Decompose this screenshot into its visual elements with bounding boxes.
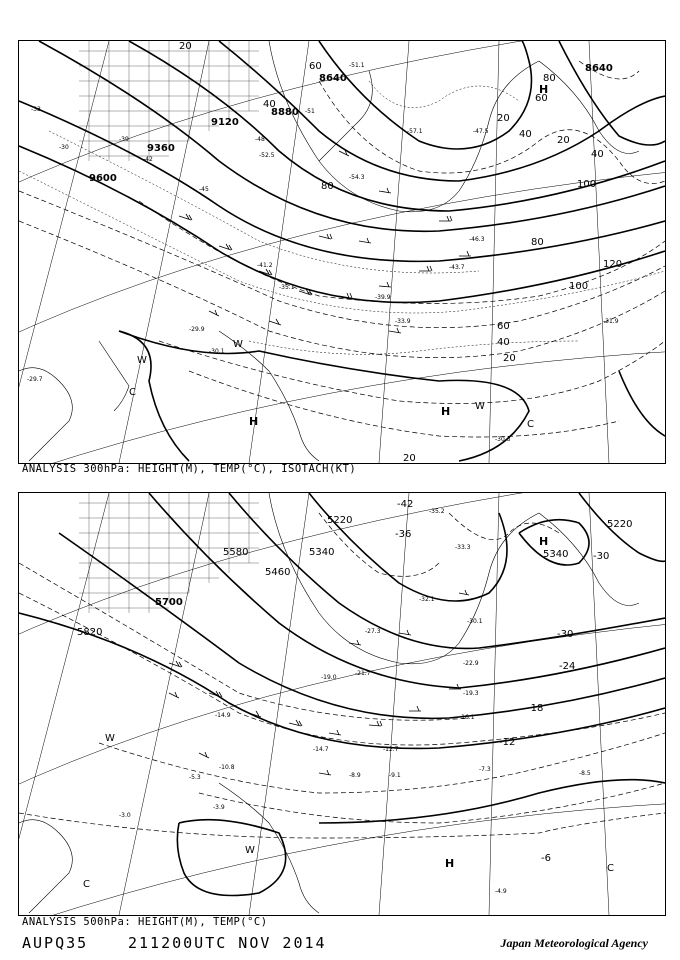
height-label: 8640 bbox=[319, 73, 347, 84]
isotach-label: 80 bbox=[543, 73, 556, 84]
high-pressure-symbol: H bbox=[539, 83, 549, 96]
isotherm-label: -18 bbox=[527, 703, 544, 714]
temp-label: -3.0 bbox=[119, 812, 131, 819]
temp-label: -3.9 bbox=[213, 804, 225, 811]
temp-label: -47.5 bbox=[473, 128, 489, 135]
temp-label: -39 bbox=[119, 136, 129, 143]
map-300hpa-canvas bbox=[19, 41, 665, 463]
temp-label: -9.1 bbox=[389, 772, 401, 779]
temp-label: -41.2 bbox=[257, 262, 273, 269]
temp-label: -51.1 bbox=[349, 62, 365, 69]
height-label: 5340 bbox=[309, 547, 335, 558]
temp-label: -43.7 bbox=[449, 264, 465, 271]
temp-label: -52.5 bbox=[259, 152, 275, 159]
valid-time: 211200UTC NOV 2014 bbox=[128, 934, 327, 952]
temp-label: -19.0 bbox=[321, 674, 337, 681]
caption-500hpa: ANALYSIS 500hPa: HEIGHT(M), TEMP(°C) bbox=[22, 916, 268, 928]
isotach-label: 60 bbox=[535, 93, 548, 104]
isotherm-label: -30 bbox=[557, 629, 574, 640]
wind-barbs bbox=[179, 150, 471, 333]
warm-marker: W bbox=[105, 733, 115, 744]
isotach-label: 60 bbox=[497, 321, 510, 332]
isotachs bbox=[19, 61, 665, 437]
height-label: 5460 bbox=[265, 567, 291, 578]
temp-label: -48 bbox=[255, 136, 265, 143]
isotach-label: 80 bbox=[531, 237, 544, 248]
isotach-label: 40 bbox=[497, 337, 510, 348]
warm-marker: W bbox=[233, 339, 243, 350]
temp-label: -19.3 bbox=[463, 690, 479, 697]
height-labels bbox=[77, 515, 632, 638]
isotach-label: 100 bbox=[577, 179, 597, 190]
isotach-label: 20 bbox=[557, 135, 570, 146]
warm-marker: W bbox=[137, 355, 147, 366]
isotherm-label: -30 bbox=[593, 551, 610, 562]
temp-label: -57.1 bbox=[407, 128, 423, 135]
temp-label: -31.9 bbox=[603, 318, 619, 325]
temp-label: -42 bbox=[143, 156, 153, 163]
isotherm-label: -24 bbox=[559, 661, 576, 672]
isotach-label: 20 bbox=[179, 41, 192, 52]
coastline bbox=[19, 41, 639, 461]
isotherm-labels bbox=[395, 499, 609, 864]
temp-label: -46.3 bbox=[469, 236, 485, 243]
map-500hpa-canvas bbox=[19, 493, 665, 915]
temp-label: -29.7 bbox=[27, 376, 43, 383]
temp-label: -16.1 bbox=[459, 714, 475, 721]
chart-id: AUPQ35 bbox=[22, 934, 89, 952]
temp-label: -8.5 bbox=[579, 770, 591, 777]
temp-label: -33.9 bbox=[395, 318, 411, 325]
temperature-labels bbox=[27, 62, 619, 443]
isotach-label: 20 bbox=[403, 453, 416, 463]
isotherm-label: -6 bbox=[541, 853, 551, 864]
isotach-label: 120 bbox=[603, 259, 623, 270]
height-label: 9600 bbox=[89, 173, 117, 184]
warm-marker: W bbox=[475, 401, 485, 412]
temperature-labels bbox=[119, 508, 591, 895]
height-label: 8880 bbox=[271, 107, 299, 118]
isotach-label: 40 bbox=[263, 99, 276, 110]
temp-label: -39.9 bbox=[375, 294, 391, 301]
isotherm-label: -36 bbox=[395, 529, 412, 540]
cold-marker: C bbox=[527, 419, 534, 430]
isotach-label: 80 bbox=[321, 181, 334, 192]
temp-label: -14.7 bbox=[313, 746, 329, 753]
height-label: 9120 bbox=[211, 117, 239, 128]
height-label: 5220 bbox=[327, 515, 353, 526]
isotach-label: 60 bbox=[309, 61, 322, 72]
isotherms bbox=[19, 81, 665, 354]
temp-label: -45 bbox=[199, 186, 209, 193]
warm-cold-markers bbox=[129, 339, 534, 430]
isotach-label: 40 bbox=[591, 149, 604, 160]
temp-label: -21.7 bbox=[355, 670, 371, 677]
temp-label: -35.1 bbox=[279, 284, 295, 291]
isotach-label: 40 bbox=[519, 129, 532, 140]
agency-name: Japan Meteorological Agency bbox=[500, 936, 648, 950]
temp-label: -5.3 bbox=[189, 774, 201, 781]
isotherm-label: -42 bbox=[397, 499, 414, 510]
map-500hpa bbox=[18, 492, 666, 916]
temp-label: -35.2 bbox=[429, 508, 445, 515]
temp-label: -7.3 bbox=[479, 766, 491, 773]
caption-300hpa: ANALYSIS 300hPa: HEIGHT(M), TEMP(°C), ISOTACH(KT) bbox=[22, 463, 357, 475]
temp-label: -8.9 bbox=[349, 772, 361, 779]
temp-label: -33.3 bbox=[455, 544, 471, 551]
height-label: 5220 bbox=[607, 519, 633, 530]
high-pressure-symbol: H bbox=[539, 535, 549, 548]
high-pressure-symbol: H bbox=[441, 405, 451, 418]
temp-label: -30.3 bbox=[495, 436, 511, 443]
temp-label: -33 bbox=[31, 106, 41, 113]
isotherms bbox=[19, 513, 665, 838]
high-pressure-symbol: H bbox=[249, 415, 259, 428]
temp-label: -22.9 bbox=[463, 660, 479, 667]
temp-label: -10.8 bbox=[219, 764, 235, 771]
temp-label: -12.7 bbox=[383, 746, 399, 753]
isotach-label: 100 bbox=[569, 281, 589, 292]
temp-label: -32.1 bbox=[419, 596, 435, 603]
temp-label: -30.1 bbox=[209, 348, 225, 355]
cold-marker: C bbox=[129, 387, 136, 398]
isotherm-label: -12 bbox=[499, 737, 516, 748]
isotach-label: 20 bbox=[503, 353, 516, 364]
graticule bbox=[19, 41, 665, 463]
high-pressure-symbol: H bbox=[445, 857, 455, 870]
temp-label: -27.3 bbox=[365, 628, 381, 635]
isotach-label: 20 bbox=[497, 113, 510, 124]
temp-label: -14.9 bbox=[215, 712, 231, 719]
temp-label: -30 bbox=[59, 144, 69, 151]
height-contours bbox=[19, 41, 665, 461]
temp-label: -30.1 bbox=[467, 618, 483, 625]
cold-marker: C bbox=[83, 879, 90, 890]
isotach-labels bbox=[179, 41, 622, 463]
cold-marker: C bbox=[607, 863, 614, 874]
height-label: 9360 bbox=[147, 143, 175, 154]
height-label: 5580 bbox=[223, 547, 249, 558]
height-label: 8640 bbox=[585, 63, 613, 74]
temp-label: -51 bbox=[305, 108, 315, 115]
temp-label: -29.9 bbox=[189, 326, 205, 333]
temp-label: -4.9 bbox=[495, 888, 507, 895]
height-label: 5820 bbox=[77, 627, 103, 638]
temp-label: -54.3 bbox=[349, 174, 365, 181]
warm-marker: W bbox=[245, 845, 255, 856]
height-label: 5700 bbox=[155, 597, 183, 608]
map-300hpa bbox=[18, 40, 666, 464]
height-label: 5340 bbox=[543, 549, 569, 560]
